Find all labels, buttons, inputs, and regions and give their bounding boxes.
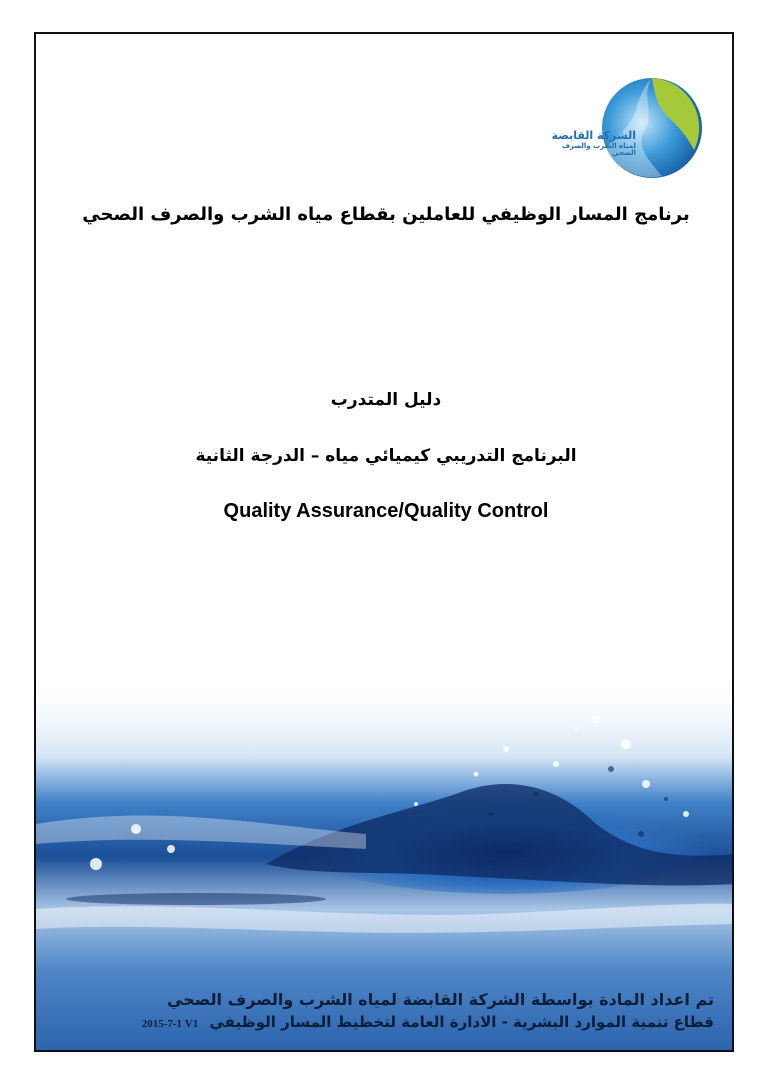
course-title: البرنامج التدريبي كيميائي مياه – الدرجة الثانية — [195, 446, 577, 466]
cover-page — [34, 32, 734, 1052]
logo-company-subtitle: لمياه الشرب والصرف الصحي — [561, 142, 636, 157]
footer-line-1: تم اعداد المادة بواسطة الشركة القابضة لمياه الشرب والصرف الصحي — [167, 990, 714, 1009]
logo-text — [548, 130, 636, 157]
program-title: برنامج المسار الوظيفي للعاملين بقطاع مياه الشرب والصرف الصحي — [82, 204, 690, 225]
logo-company-name: الشركة القابضة — [551, 129, 636, 142]
footer-line-2 — [56, 1011, 714, 1035]
course-subject: Quality Assurance/Quality Control — [223, 500, 549, 522]
company-logo — [544, 70, 704, 180]
logo-graphic — [544, 70, 704, 180]
footer-line-2-text: قطاع تنمية الموارد البشرية - الادارة العامة لتخطيط المسار الوظيفي — [209, 1013, 714, 1031]
version-label: 2015-7-1 V1 — [141, 1018, 199, 1030]
footer-credits — [56, 989, 714, 1035]
manual-label: دليل المتدرب — [330, 390, 442, 410]
